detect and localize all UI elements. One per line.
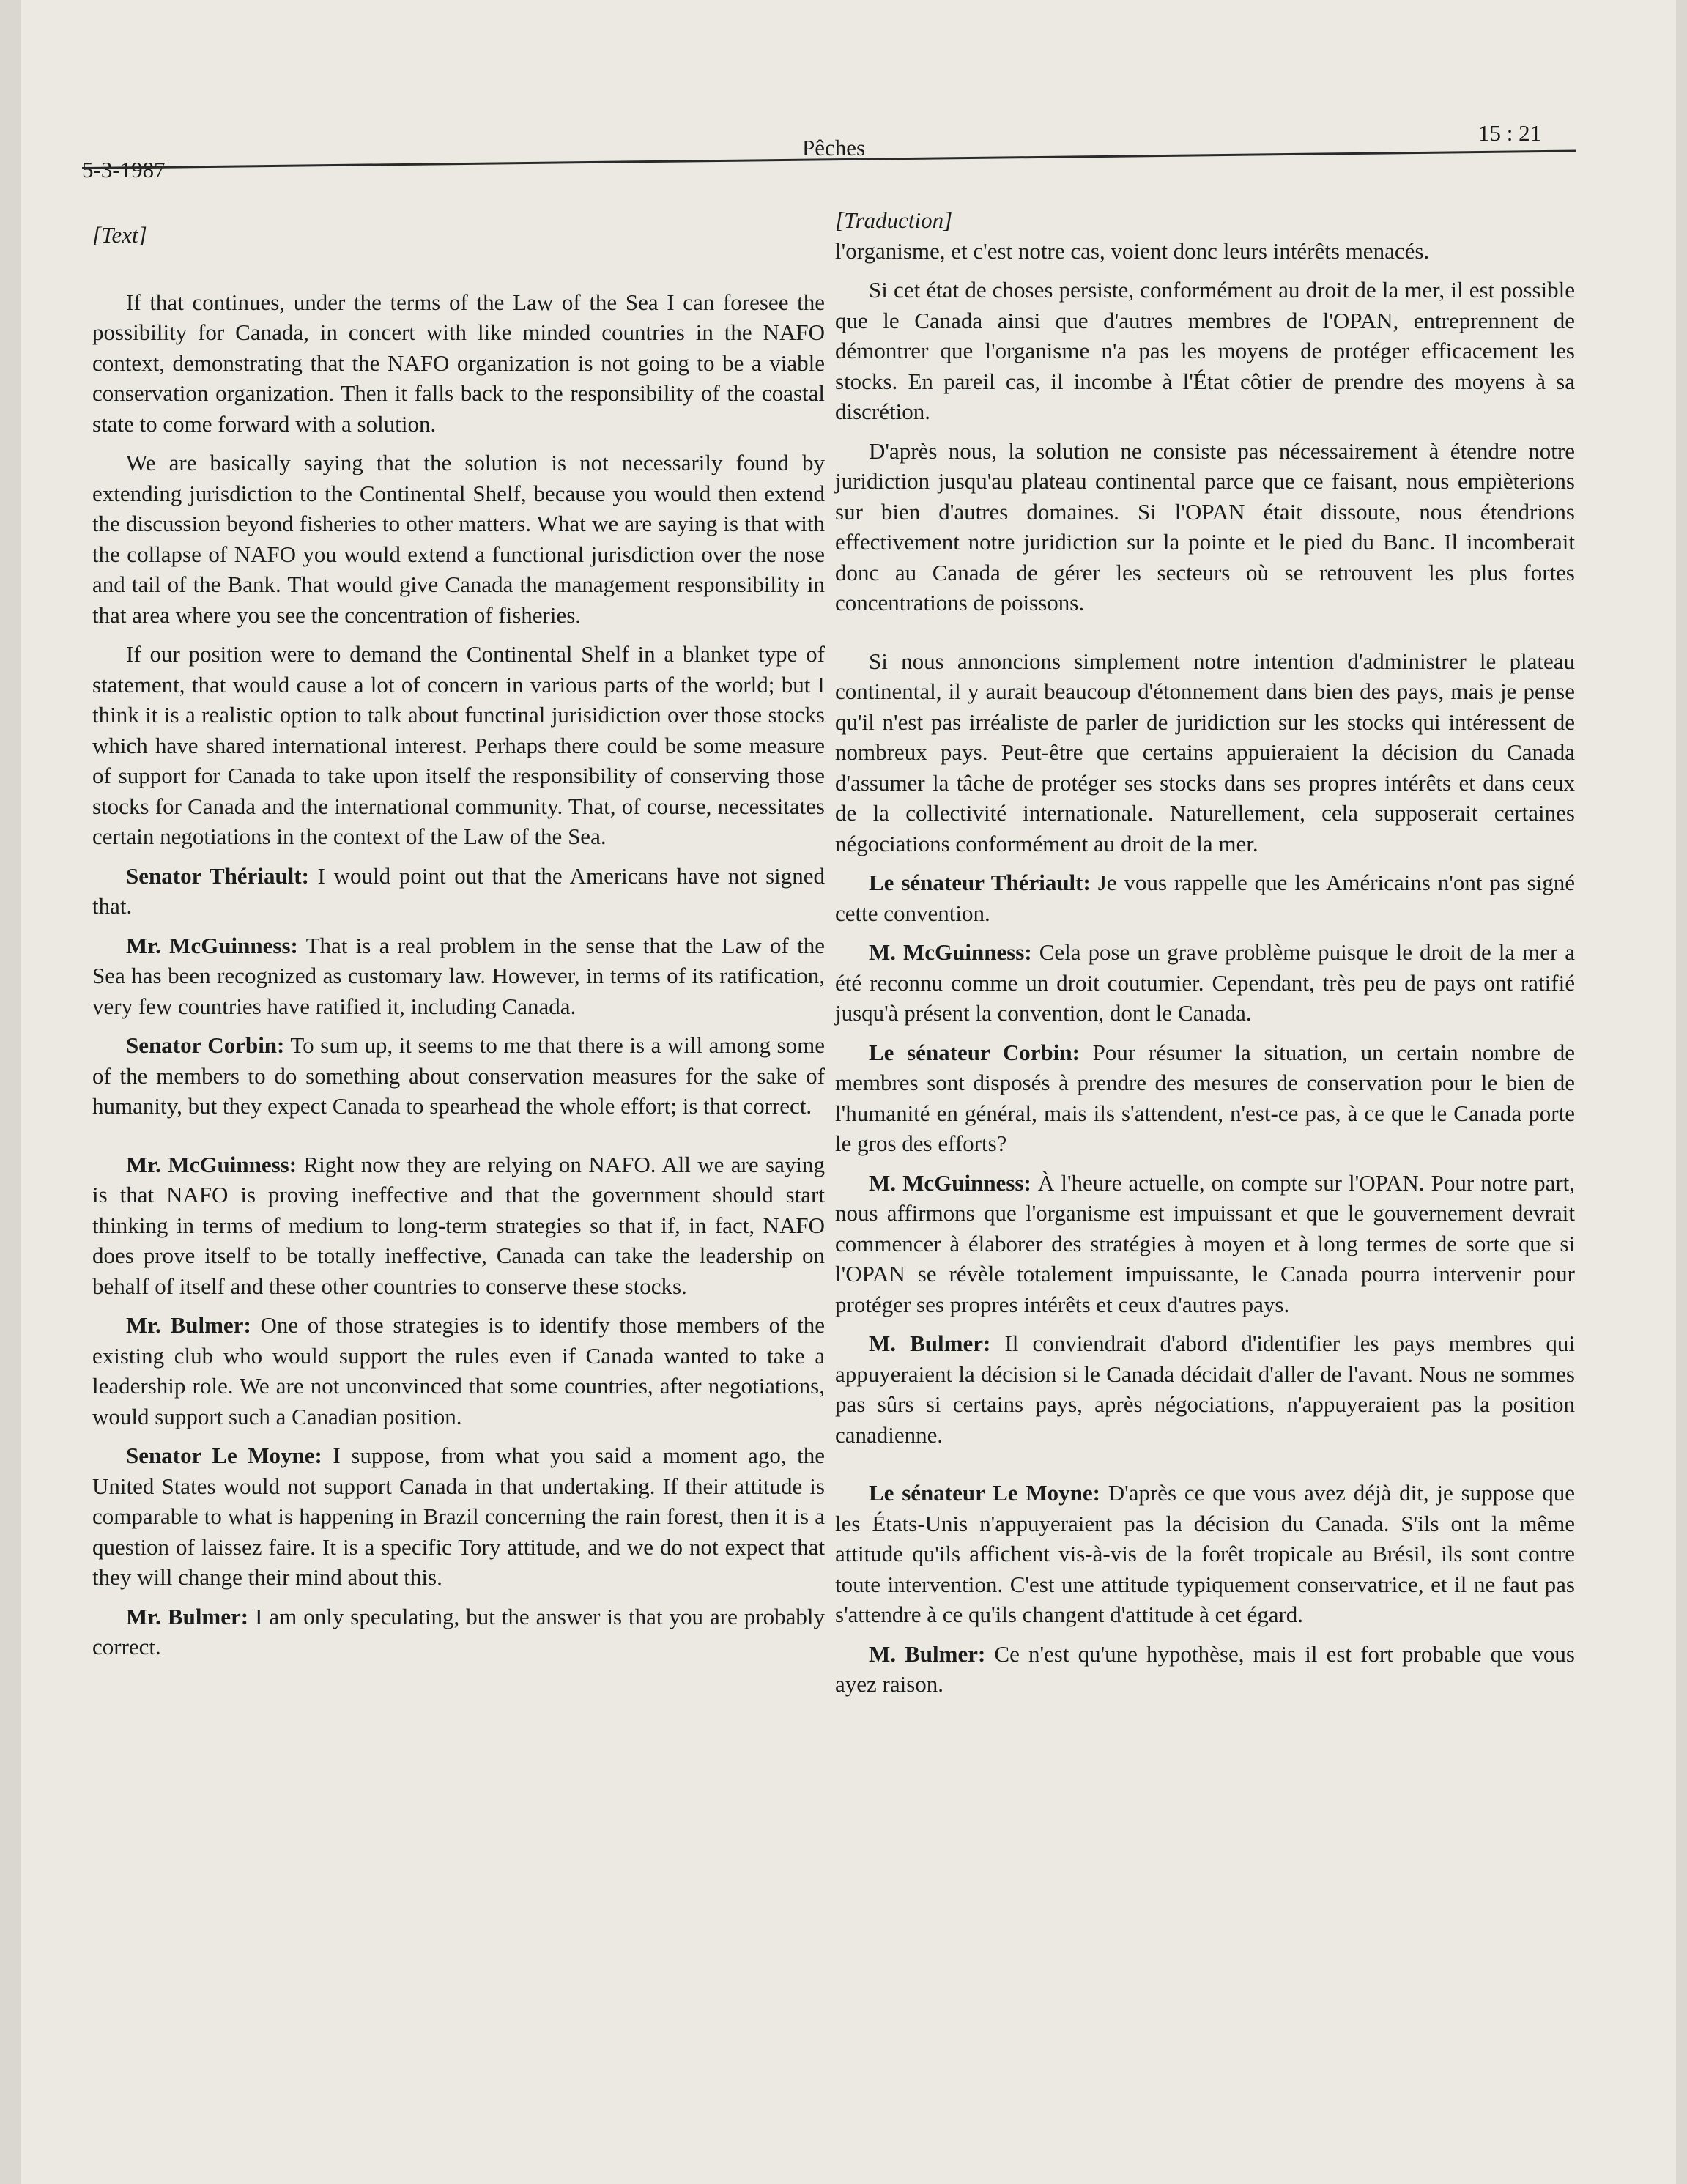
speaker-name: Senator Le Moyne: [126, 1443, 322, 1468]
speaker-name: Le sénateur Corbin: [869, 1039, 1080, 1065]
speaker-paragraph [92, 930, 825, 1022]
paragraph-text: Si cet état de choses persiste, conformément au droit de la mer, il est possible que le Canada ainsi que d'autres membres de l'OPAN, entreprennent de démontrer que l'organisme n'a pas les moyens de protéger efficacement les stocks. En pareil cas, il incombe à l'État côtier de prendre des moyens à sa discrétion. [835, 277, 1575, 424]
speaker-paragraph [835, 1168, 1575, 1320]
speaker-name: Senator Thériault: [126, 862, 309, 889]
speaker-paragraph [835, 937, 1575, 1029]
speaker-paragraph [92, 861, 825, 922]
paragraph-text: Right now they are relying on NAFO. All we are saying is that NAFO is proving ineffective and that the government should start thinking in terms of medium to long-term strategies so that if, in fact, NAFO does prove itself to be totally ineffective, Canada can take the leadership on behalf of itself and these other countries to conserve these stocks. [92, 1151, 826, 1299]
speaker-name: Mr. McGuinness: [126, 1151, 297, 1177]
paragraph-text: We are basically saying that the solution is not necessarily found by extending jurisdiction to the Continental Shelf, because you would then extend the discussion beyond fisheries to other matters. What we are saying is that with the collapse of NAFO you would extend a functional jurisdiction over the nose and tail of the Bank. That would give Canada the management responsibility in that area where you see the concentration of fisheries. [92, 450, 825, 628]
speaker-name: M. Bulmer: [869, 1330, 991, 1356]
speaker-name: M. Bulmer: [869, 1640, 986, 1667]
speaker-paragraph [92, 1030, 825, 1122]
speaker-paragraph [835, 1478, 1575, 1630]
speaker-name: Mr. McGuinness: [126, 932, 298, 958]
speaker-paragraph [92, 1602, 825, 1662]
paragraph-text: Cela pose un grave problème puisque le droit de la mer a été reconnu comme un droit coutumier. Cependant, très peu de pays ont ratifié jusqu'à présent la convention, dont le Canada. [835, 939, 1576, 1026]
paragraph [92, 287, 825, 440]
speaker-name: M. McGuinness: [869, 1169, 1031, 1196]
language-tag-traduction: [Traduction] [835, 207, 953, 233]
language-tag-text: [Text] [92, 222, 147, 248]
paragraph-text: I would point out that the Americans have not signed that. [92, 862, 826, 919]
speaker-name: Mr. Bulmer: [126, 1603, 249, 1629]
left-column-english [92, 220, 825, 1671]
speaker-name: Senator Corbin: [126, 1032, 285, 1058]
paragraph [835, 236, 1575, 267]
paragraph-text: Ce n'est qu'une hypothèse, mais il est fort probable que vous ayez raison. [835, 1640, 1575, 1697]
header-date: 5-3-1987 [82, 157, 166, 182]
paragraph [92, 448, 825, 630]
speaker-paragraph [835, 1037, 1575, 1159]
speaker-paragraph [92, 1310, 825, 1432]
document-page [21, 0, 1676, 2184]
right-column-french [835, 205, 1575, 1709]
paragraph-text: To sum up, it seems to me that there is a will among some of the members to do something about conservation measures for the sake of humanity, but they expect Canada to spearhead the whole effort; is that correct. [92, 1032, 825, 1119]
paragraph-text: À l'heure actuelle, on compte sur l'OPAN. Pour notre part, nous affirmons que l'organisme est impuissant et que le gouvernement devrait commencer à élaborer des stratégies à moyen et à long termes de sorte que si l'OPAN se révèle totalement impuissante, le Canada pourra intervenir pour protéger ses propres intérêts et ceux d'autres pays. [835, 1169, 1576, 1317]
header-page-number: 15 : 21 [1478, 120, 1542, 146]
speaker-paragraph [835, 1328, 1575, 1450]
speaker-paragraph [92, 1150, 825, 1302]
speaker-name: M. McGuinness: [869, 939, 1032, 965]
paragraph-text: Il conviendrait d'abord d'identifier les pays membres qui appuyeraient la décision si le Canada décidait d'aller de l'avant. Nous ne sommes pas sûrs si certains pays, après négociations, n'appuyeraient pas la position canadienne. [835, 1330, 1576, 1448]
paragraph-text: D'après nous, la solution ne consiste pas nécessairement à étendre notre juridiction jusqu'au plateau continental parce que ce faisant, nous empièterions sur bien d'autres domaines. Si l'OPAN était dissoute, nous étendrions effectivement notre juridiction sur la pointe et le pied du Banc. Il incomberait donc au Canada de gérer les secteurs où se retrouvent les plus fortes concentrations de poissons. [835, 437, 1575, 615]
speaker-name: Le sénateur Le Moyne: [869, 1480, 1100, 1506]
paragraph [835, 646, 1575, 859]
paragraph-text: l'organisme, et c'est notre cas, voient donc leurs intérêts menacés. [835, 237, 1430, 264]
speaker-paragraph [92, 1440, 825, 1593]
speaker-paragraph [835, 867, 1575, 928]
paragraph-text: I am only speculating, but the answer is that you are probably correct. [92, 1603, 826, 1659]
paragraph-text: One of those strategies is to identify those members of the existing club who would support the rules even if Canada wanted to take a leadership role. We are not unconvinced that some countries, after negotiations, would support such a Canadian position. [92, 1312, 826, 1429]
paragraph-text: That is a real problem in the sense that the Law of the Sea has been recognized as customary law. However, in terms of its ratification, very few countries have ratified it, including Canada. [92, 932, 825, 1019]
speaker-name: Mr. Bulmer: [126, 1312, 251, 1338]
speaker-name: Le sénateur Thériault: [869, 870, 1091, 895]
header-title: Pêches [801, 135, 866, 160]
paragraph-text: If our position were to demand the Continental Shelf in a blanket type of statement, that would cause a lot of concern in various parts of the world; but I think it is a realistic option to talk about functinal jurisidiction over those stocks which have shared international interest. Perhaps there could be some measure of support for Canada to take upon itself the responsibility of conserving those stocks for Canada and the international community. That, of course, necessitates certain negotiations in the context of the Law of the Sea. [92, 641, 825, 849]
paragraph-text: Pour résumer la situation, un certain nombre de membres sont disposés à prendre des mesures de conservation pour le bien de l'humanité en général, mais ils s'attendent, n'est-ce pas, à ce que le Canada porte le gros des efforts? [835, 1039, 1575, 1156]
paragraph-text: D'après ce que vous avez déjà dit, je suppose que les États-Unis n'appuyeraient pas la décision du Canada. S'ils ont la même attitude qu'ils affichent vis-à-vis de la forêt tropicale au Brésil, ils sont contre toute intervention. C'est une attitude typiquement conservatrice, et il ne faut pas s'attendre à ce qu'ils changent d'attitude à cet égard. [835, 1480, 1576, 1627]
paragraph-text: If that continues, under the terms of the Law of the Sea I can foresee the possibility for Canada, in concert with like minded countries in the NAFO context, demonstrating that the NAFO organization is not going to be a viable conservation organization. Then it falls back to the responsibility of the coastal state to come forward with a solution. [92, 289, 825, 437]
speaker-paragraph [835, 1639, 1575, 1700]
paragraph-text: Je vous rappelle que les Américains n'ont pas signé cette convention. [835, 870, 1576, 926]
paragraph [92, 639, 825, 852]
paragraph [835, 436, 1575, 618]
paragraph-text: Si nous annoncions simplement notre intention d'administrer le plateau continental, il y aurait beaucoup d'étonnement dans bien des pays, mais je pense qu'il n'est pas irréaliste de parler de juridiction sur les stocks qui intéressent de nombreux pays. Peut-être que certains appuieraient la décision du Canada d'assumer la tâche de protéger ses stocks dans ses propres intérêts et dans ceux de la collectivité internationale. Naturellement, cela supposerait certaines négociations conformément au droit de la mer. [835, 648, 1575, 856]
paragraph-text: I suppose, from what you said a moment ago, the United States would not support Canada in that undertaking. If their attitude is comparable to what is happening in Brazil concerning the rain forest, then it is a question of laissez faire. It is a specific Tory attitude, and we do not expect that they will change their mind about this. [92, 1443, 825, 1590]
paragraph [835, 275, 1575, 427]
